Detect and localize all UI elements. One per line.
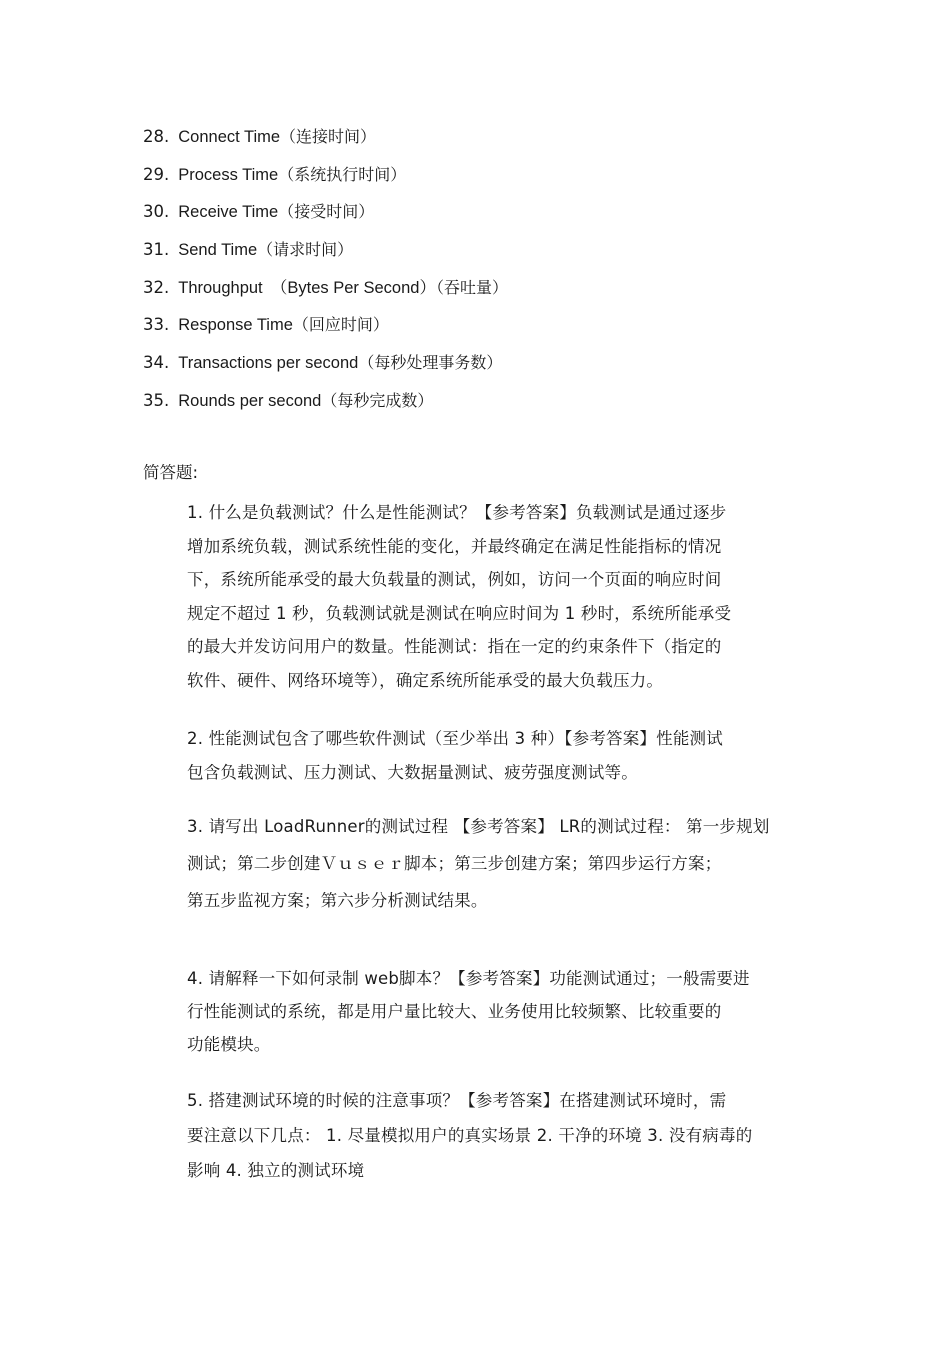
term-item — [143, 275, 508, 313]
question-line: 1. 什么是负载测试？什么是性能测试？【参考答案】负载测试是通过逐步 — [187, 503, 727, 522]
term-chinese: （接受时间） — [278, 202, 375, 222]
question-line: 下，系统所能承受的最大负载量的测试，例如，访问一个页面的响应时间 — [187, 570, 722, 590]
section-title: 简答题: — [143, 463, 199, 482]
question-line: 包含负载测试、压力测试、大数据量测试、疲劳强度测试等。 — [187, 762, 638, 782]
term-english: Response Time — [178, 316, 293, 335]
term-chinese: （回应时间） — [292, 315, 389, 335]
question-line: 影响 4. 独立的测试环境 — [187, 1161, 365, 1180]
term-list — [143, 124, 508, 426]
term-chinese: （吞吐量） — [435, 277, 508, 297]
term-english: Throughput （Bytes Per Second） — [178, 278, 436, 297]
question-1 — [187, 500, 827, 702]
term-item — [143, 199, 508, 237]
term-chinese: （请求时间） — [257, 240, 354, 260]
question-3 — [187, 814, 827, 925]
question-line: 的最大并发访问用户的数量。性能测试：指在一定的约束条件下（指定的 — [187, 637, 722, 657]
term-english: Transactions per second — [178, 354, 359, 373]
term-item — [143, 312, 508, 350]
question-line: 3. 请写出 LoadRunner的测试过程 【参考答案】 LR的测试过程： 第一步规划 — [187, 817, 770, 836]
term-english: Connect Time — [178, 128, 281, 146]
question-5 — [187, 1088, 827, 1193]
term-number: 35. — [143, 390, 170, 410]
question-4 — [187, 966, 827, 1065]
question-line: 软件、硬件、网络环境等），确定系统所能承受的最大负载压力。 — [187, 670, 664, 690]
question-line: 2. 性能测试包含了哪些软件测试（至少举出 3 种）【参考答案】性能测试 — [187, 729, 723, 748]
question-2 — [187, 726, 827, 793]
term-item — [143, 162, 508, 200]
question-line: 行性能测试的系统，都是用户量比较大、业务使用比较频繁、比较重要的 — [187, 1002, 722, 1021]
term-item — [143, 237, 508, 275]
term-chinese: （每秒完成数） — [321, 390, 434, 410]
question-line: 要注意以下几点： 1. 尽量模拟用户的真实场景 2. 干净的环境 3. 没有病毒的 — [187, 1126, 753, 1145]
term-english: Process Time — [178, 165, 279, 184]
question-line: 5. 搭建测试环境的时候的注意事项？【参考答案】在搭建测试环境时，需 — [187, 1091, 727, 1110]
term-english: Receive Time — [178, 203, 279, 222]
term-number: 30. — [143, 202, 170, 222]
term-english: Send Time — [178, 241, 258, 260]
term-english: Rounds per second — [178, 391, 322, 410]
term-number: 32. — [143, 277, 170, 297]
question-line: 增加系统负载，测试系统性能的变化，并最终确定在满足性能指标的情况 — [187, 536, 722, 556]
term-number: 33. — [143, 315, 170, 335]
question-line: 第五步监视方案；第六步分析测试结果。 — [187, 891, 488, 910]
question-line: 规定不超过 1 秒，负载测试就是测试在响应时间为 1 秒时，系统所能承受 — [187, 603, 732, 623]
question-line: 测试；第二步创建Ｖｕｓｅｒ脚本；第三步创建方案；第四步运行方案； — [187, 854, 722, 873]
term-number: 31. — [143, 240, 170, 260]
term-chinese: （连接时间） — [280, 127, 377, 146]
question-line: 功能模块。 — [187, 1035, 271, 1054]
term-item — [143, 388, 508, 426]
term-number: 28. — [143, 127, 170, 146]
term-item — [143, 350, 508, 388]
term-item — [143, 124, 508, 162]
term-number: 29. — [143, 164, 170, 184]
term-chinese: （系统执行时间） — [278, 164, 407, 184]
question-line: 4. 请解释一下如何录制 web脚本？【参考答案】功能测试通过；一般需要进 — [187, 969, 750, 988]
term-number: 34. — [143, 353, 170, 373]
term-chinese: （每秒处理事务数） — [358, 353, 503, 373]
